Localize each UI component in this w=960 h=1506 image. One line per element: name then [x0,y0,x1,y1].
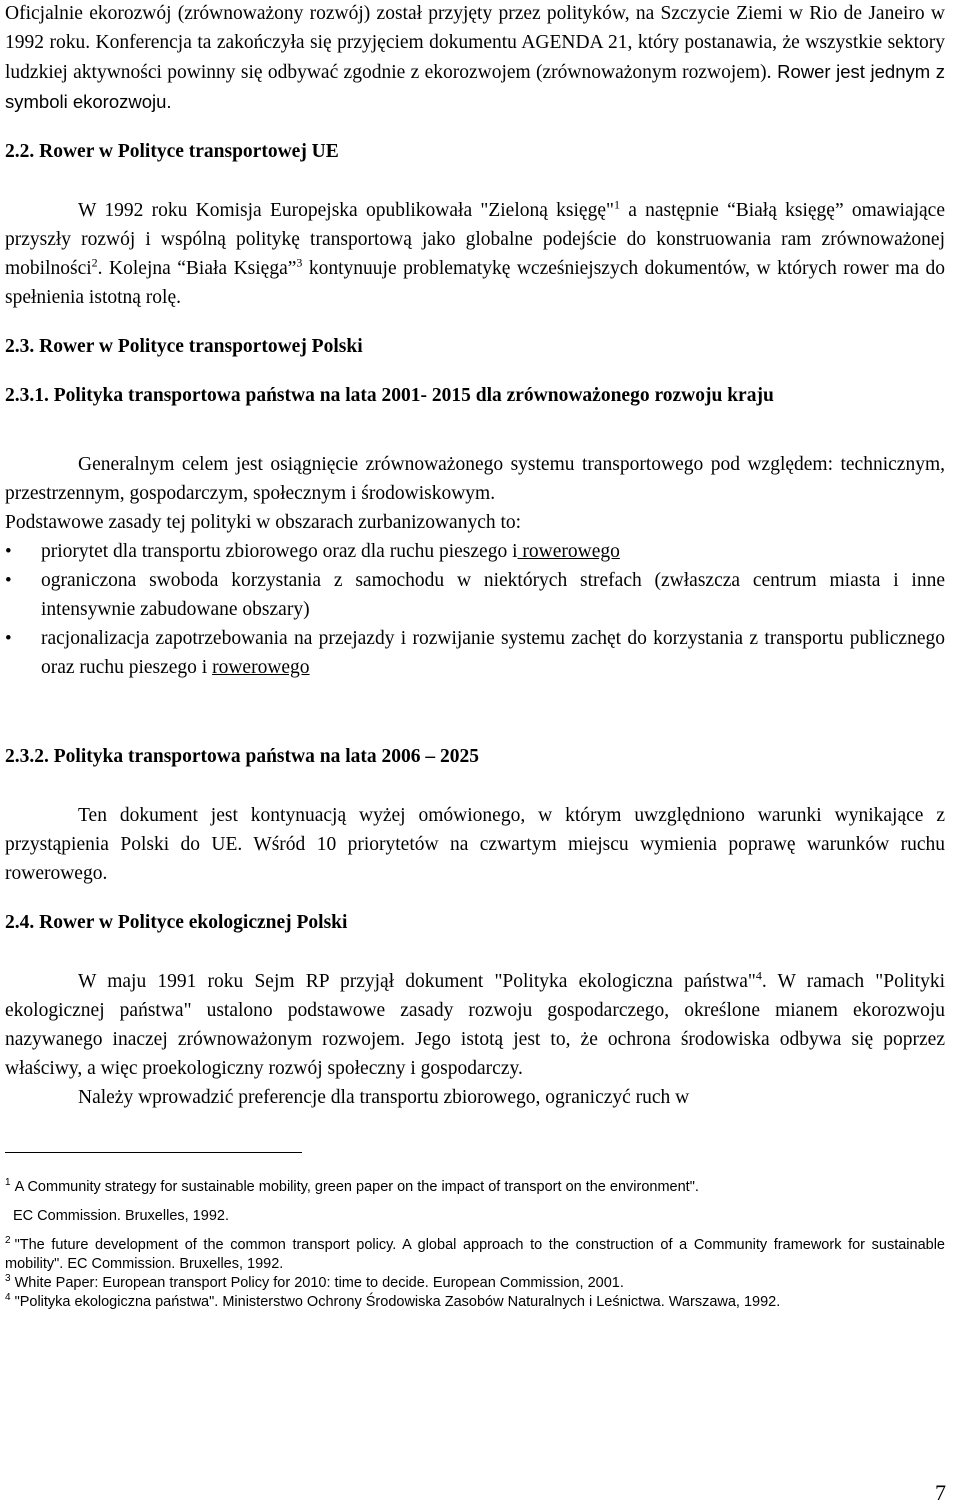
intro-sans-text: Rower jest jednym z symboli ekorozwoju. [5,61,945,112]
section-2-3-1-lead: Podstawowe zasady tej polityki w obszarach zurbanizowanych to: [5,512,522,533]
heading-2-3-2: 2.3.2. Polityka transportowa państwa na lata 2006 – 2025 [5,746,479,767]
footnote-ref-2: 2 [91,255,98,270]
bullet-icon: • [5,541,12,562]
section-2-3-1-paragraph: Generalnym celem jest osiągnięcie zrównoważonego systemu transportowego pod względem: technicznym, przestrzennym, gospodarczym, społecznym i środowiskowym. [5,454,945,504]
footnotes [5,1178,945,1312]
heading-2-3: 2.3. Rower w Polityce transportowej Polski [5,336,363,357]
bullet-icon: • [5,570,12,591]
document-page [5,0,945,1312]
list-item: • racjonalizacja zapotrzebowania na przejazdy i rozwijanie systemu zachęt do korzystania z transportu publicznego oraz ruchu pieszego i rowerowego [5,624,945,682]
page-number: 7 [935,1480,946,1505]
section-2-4-paragraph: W maju 1991 roku Sejm RP przyjął dokument "Polityka ekologiczna państwa"$^4$. W ramach "Polityki ekologicznej państwa" ustalono podstawowe zasady rozwoju gospodarczego, określone mianem ekorozwoju nazywanego inaczej zrównoważonym rozwojem. Jego istotą jest to, że ochrona środowiska odbywa się poprzez właściwy, a więc proekologiczny rozwój społeczny i gospodarczy. [5,968,945,1079]
intro-paragraph [5,0,945,117]
heading-2-3-1: 2.3.1. Polityka transportowa państwa na lata 2001- 2015 dla zrównoważonego rozwoju kraju [5,385,774,406]
bullet-icon: • [5,628,12,649]
principles-list [5,537,945,682]
footnote-1-continuation: EC Commission. Bruxelles, 1992. [13,1208,229,1224]
list-item: • priorytet dla transportu zbiorowego oraz dla ruchu pieszego i rowerowego [5,537,945,566]
footnote-ref-1: 1 [613,197,620,212]
footnote-4: $^4$ "Polityka ekologiczna państwa". Ministerstwo Ochrony Środowiska Zasobów Naturalnych i Leśnictwa. Warszawa, 1992. [5,1292,781,1310]
footnote-ref-4: 4 [755,968,762,983]
section-2-3-2-paragraph: Ten dokument jest kontynuacją wyżej omówionego, w którym uwzględniono warunki wynikające z przystąpienia Polski do UE. Wśród 10 priorytetów na czwartym miejscu wymienia poprawę warunków ruchu rowerowego. [5,805,945,884]
section-2-2-paragraph: W 1992 roku Komisja Europejska opublikowała "Zieloną księgę"$^1$ a następnie “Białą księgę” omawiające przyszły rozwój i wspólną politykę transportową jako globalne podejście do konstruowania ram zrównoważonej mobilności$^2$. Kolejna “Biała Księga”$^3$ kontynuuje problematykę wcześniejszych dokumentów, w których rower ma do spełnienia istotną rolę. [5,197,945,308]
heading-2-2: 2.2. Rower w Polityce transportowej UE [5,141,339,162]
footnote-1: $^1$ A Community strategy for sustainable mobility, green paper on the impact of transport on the environment". [5,1177,699,1195]
footnote-3: $^3$ White Paper: European transport Policy for 2010: time to decide. European Commission, 2001. [5,1273,624,1291]
list-item: • ograniczona swoboda korzystania z samochodu w niektórych strefach (zwłaszcza centrum miasta i inne intensywnie zabudowane obszary) [5,566,945,624]
section-2-4-paragraph-2: Należy wprowadzić preferencje dla transportu zbiorowego, ograniczyć ruch w [78,1087,690,1108]
heading-2-4: 2.4. Rower w Polityce ekologicznej Polski [5,912,348,933]
intro-serif-text: Oficjalnie ekorozwój (zrównoważony rozwój) został przyjęty przez polityków, na Szczycie Ziemi w Rio de Janeiro w 1992 roku. Konferencja ta zakończyła się przyjęciem dokumentu AGENDA 21, który postanawia, że wszystkie sektory ludzkiej aktywności powinny się odbywać zgodnie z ekorozwojem (zrównoważonym rozwojem). [5,3,945,83]
footnote-2: $^2$ "The future development of the common transport policy. A global approach to the construction of a Community framework for sustainable mobility". EC Commission. Bruxelles, 1992. [5,1235,945,1272]
footnote-ref-3: 3 [296,255,303,270]
